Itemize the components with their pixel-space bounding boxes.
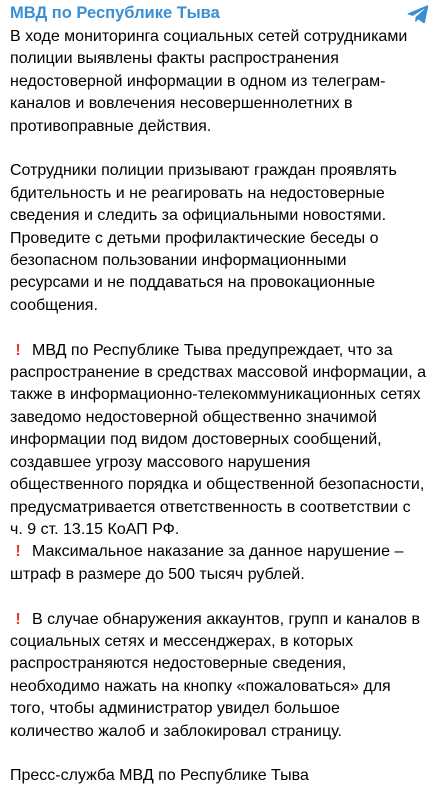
paragraph-monitoring: В ходе мониторинга социальных сетей сотрудниками полиции выявлены факты распространения недостоверной информации в одном из телеграм-каналов и вовлечения несовершеннолетних в противоправные действия. <box>10 28 408 135</box>
post-header <box>10 2 427 26</box>
paragraph-gap <box>10 138 427 160</box>
message-body <box>10 26 427 788</box>
warning-penalty <box>10 541 427 586</box>
warning-liability <box>10 340 427 542</box>
telegram-icon[interactable] <box>407 4 429 24</box>
paragraph-gap <box>10 743 427 765</box>
warning-report <box>10 609 427 743</box>
warning-penalty-text: Максимальное наказание за данное нарушение – штраф в размере до 500 тысяч рублей. <box>10 543 404 583</box>
warning-report-text: В случае обнаружения аккаунтов, групп и каналов в социальных сетях и мессенджерах, в которых распространяются недостоверные сведения, необходимо нажать на кнопку «пожаловаться» для того, чтобы администратор увидел большое количество жалоб и заблокировал страницу. <box>10 610 421 740</box>
channel-name[interactable]: МВД по Республике Тыва <box>10 4 220 22</box>
paragraph-gap <box>10 586 427 608</box>
signature: Пресс-служба МВД по Республике Тыва <box>10 767 309 785</box>
exclamation-icon: ! <box>15 341 21 359</box>
exclamation-icon: ! <box>15 610 21 628</box>
warning-liability-text: МВД по Республике Тыва предупреждает, что за распространение в средствах массовой информации, а также в информационно-телекоммуникационных сетях заведомо недостоверной общественно значимой информации под видом достоверных сообщений, создавшее угрозу массового нарушения общественного порядка и общественной безопасности, предусматривается ответственность в соответствии с ч. 9 ст. 13.15 КоАП РФ. <box>10 341 426 538</box>
paragraph-appeal: Сотрудники полиции призывают граждан проявлять бдительность и не реагировать на недостоверные сведения и следить за официальными новостями. Проведите с детьми профилактические беседы о безопасном пользовании информационными ресурсами и не поддаваться на провокационные сообщения. <box>10 162 397 314</box>
exclamation-icon: ! <box>15 543 21 561</box>
paragraph-gap <box>10 317 427 339</box>
